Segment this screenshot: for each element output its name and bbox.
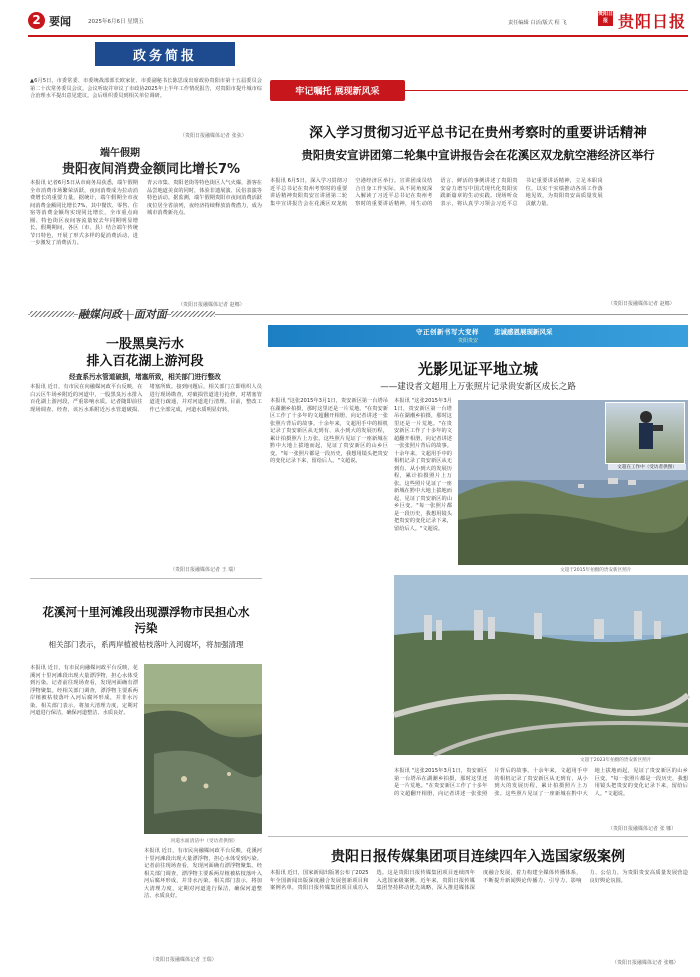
pollution-body: 本报讯 近日，有市民在向融媒问政平台反映，在白云区牛场乡附近的河道中，一股黑臭污水排入百花湖上游河段，严重影响水质。记者随即前往现场调查。经查，该污水系附近污水管道破损、堵塞所致。接到问题后，相关部门立即组织人员进行现场勘查，对破损管道进行抢修，对堵塞管道进行疏通，并对河道进行清理。目前，整改工作已全部完成，河道水质明显好转。 [30, 384, 262, 413]
photo-story-body-bottom: 本报讯 "这张2015年3月1日，贵安新区第一台塔吊在湖潮乡拍摄，那时这里还是一片荒地。"在贵安新区工作了十多年的文超翻开相册，向记者讲述一张张照片背后的故事。十余年来，文超用手中的相机记录了贵安新区从无到有、从小到大的发展历程，累计拍摄照片上万张。这些照片见证了一座新城在黔中大地上拔地而起，见证了贵安新区的山乡巨变。"每一张照片都是一段历史，我想用镜头把贵安的变化记录下来，留给后人。"文超说。 [394, 768, 688, 797]
pollution-source: （贵阳日报融媒体记者 王 瑞） [170, 567, 239, 573]
brief-body: ▲6月5日，市委常委、市委统战部部长欧家征、市委副秘书长陈思成出席政协贵阳市第十五届委员会第二十次常务委员会议。会议听取并审议了市政协2025年上半年工作情况报告，对贵阳市提升城市综合治理水平提出意见建议。会后组织委员到相关单位调研。 [30, 78, 262, 99]
pollution-title-1: 一股黑臭污水 [105, 337, 184, 352]
column-label-right: 面对面 [133, 308, 167, 321]
section-rule [30, 578, 262, 579]
masthead-seal: 贵阳日报 [598, 11, 614, 24]
bottom-title: 贵阳日报传媒集团项目连续四年入选国家级案例 [331, 849, 625, 865]
editor-credits: 责任编辑 白活/版式 程 飞 [508, 20, 567, 26]
photo-story-subtitle: ——建设者文超用上万张照片记录贵安新区成长之路 [380, 382, 576, 392]
photographer-figure [606, 403, 684, 463]
pollution-subtitle: 经查系污水管道破损，堵塞所致，相关部门进行整改 [69, 373, 221, 381]
huaxi-river-illustration [144, 664, 262, 834]
page-number-badge: 2 [28, 12, 45, 29]
huaxi-photo-caption: 河道水面清洁中（受访者供图） [170, 839, 238, 844]
column-label-left: 融媒问政 [78, 308, 122, 321]
brief-banner-title: 政务简报 [132, 48, 197, 64]
photo-2023-caption: 文超于2023年拍摄的贵安新区照片 [580, 758, 652, 763]
huaxi-body: 本报讯 近日，有市民向融媒问政平台反映，花溪河十里河滩段出现大量漂浮物，担心水体受到污染。记者前往现场查看，发现河面确有漂浮物聚集。经相关部门调查，漂浮物主要系两岸植被枯枝落叶入河后腐坏形成，并非水污染。相关部门表示，将加大清理力度，定期对河道进行保洁，确保河道整洁、水质良好。 [30, 665, 138, 716]
photo-portrait [605, 402, 685, 464]
bottom-source: （贵阳日报融媒体记者 张娜） [612, 960, 679, 966]
photo-story-body-mid: 本报讯 "这张2015年3月1日，贵安新区第一台塔吊在湖潮乡拍摄，那时这里还是一片荒地。"在贵安新区工作了十多年的文超翻开相册，向记者讲述一张张照片背后的故事。十余年来，文超用手中的相机记录了贵安新区从无到有、从小到大的发展历程，累计拍摄照片上万张。这些照片见证了一座新城在黔中大地上拔地而起，见证了贵安新区的山乡巨变。"每一张照片都是一段历史，我想用镜头把贵安的变化记录下来，留给后人。"文超说。 [394, 398, 452, 532]
huaxi-source: （贵阳日报融媒体记者 王瑞） [150, 957, 217, 963]
issue-date: 2025年6月6日 星期五 [88, 19, 144, 25]
duanwu-title: 贵阳夜间消费金额同比增长7% [62, 162, 241, 177]
feature-ribbon-rule [405, 90, 688, 91]
duanwu-source: （贵阳日报融媒体记者 赵娜） [178, 302, 245, 308]
column-divider: | [126, 307, 130, 321]
bottom-body: 本报讯 近日，国家新闻出版署公布了2025年全国新闻出版深度融合发展创新项目和案例名单，贵阳日报传媒集团项目成功入选。这是贵阳日报传媒集团项目连续四年入选国家级案例。近年来，贵阳日报传媒集团坚持移动优先战略，深入推进媒体深度融合发展，着力构建全媒体传播体系，不断提升新闻舆论传播力、引导力、影响力、公信力，为贵阳贵安高质量发展营造良好舆论氛围。 [270, 870, 688, 891]
feature-headline-1: 深入学习贯彻习近平总书记在贵州考察时的重要讲话精神 [309, 125, 647, 141]
column-ornament-left [30, 311, 74, 317]
duanwu-body-left: 本报讯 记者6月5日从市商务局获悉，端午假期全市消费市场繁荣活跃，夜间消费成为拉动消费增长的重要力量。据统计，端午假期全市夜间消费金额同比增长7%，其中餐饮、零售、住宿等消费金额均实现同比增长，全市重点商圈、特色街区夜间客流量较去年同期明显增长。假期期间，各区（市、县）结合端午传统节日特色，开展了形式多样的促消费活动，进一步激发了消费活力。 [30, 180, 138, 246]
section-label: 要闻 [49, 15, 71, 28]
feature-ribbon-text: 牢记嘱托 展现新风采 [295, 87, 380, 97]
brief-source: （贵阳日报融媒体记者 张弦） [180, 133, 247, 139]
feature-body: 本报讯 6月5日，深入学习贯彻习近平总书记在贵州考察时的重要讲话精神贵阳贵安宣讲团第二轮集中宣讲报告会在花溪区双龙航空港经济区举行。宣讲团成员结合自身工作实际，从不同角度深入解读了习近平总书记在贵州考察时的重要讲话精神，用生动的语言、鲜活的事例讲述了贵阳贵安奋力谱写中国式现代化贵阳实践新篇章的生动实践。现场听众表示，将认真学习领会习近平总书记重要讲话精神，立足本职岗位，以实干实绩推动各项工作落地见效，为贵阳贵安高质量发展贡献力量。 [270, 178, 603, 207]
bottom-rule [268, 836, 688, 837]
feature-headline-2: 贵阳贵安宣讲团第二轮集中宣讲报告会在花溪区双龙航空港经济区举行 [301, 148, 655, 162]
feature-ribbon [270, 80, 405, 101]
photo-story-banner [268, 325, 688, 347]
header-divider [28, 35, 688, 37]
photo-portrait-caption: 文超在工作中（受访者供图） [608, 464, 686, 470]
photo-story-banner-tag: 贵阳贵安 [458, 338, 479, 344]
huaxi-photo [144, 664, 262, 834]
photo-2023-cityscape [394, 575, 688, 755]
photo-story-title: 光影见证平地立城 [417, 360, 538, 378]
duanwu-kicker: 端午假期 [100, 148, 140, 159]
photo-story-banner-line2: 忠诚感恩展现新风采 [494, 328, 553, 336]
brief-banner [95, 42, 235, 66]
duanwu-body-right: 青云市集、贵阳老街等特色街区人气火爆，游客在品尝地道美食的同时，体验非遗展演、民俗表演等特色活动。据监测，端午假期贵阳市夜间消费活跃度位居全省前列，夜经济持续释放消费潜力，成为城市消费新亮点。 [147, 180, 262, 216]
huaxi-title: 花溪河十里河滩段出现漂浮物市民担心水污染 [42, 605, 250, 635]
masthead: 贵阳日报 [618, 12, 687, 31]
huaxi-body-right: 本报讯 近日，有市民向融媒问政平台反映，花溪河十里河滩段出现大量漂浮物，担心水体受到污染。记者前往现场查看，发现河面确有漂浮物聚集。经相关部门调查，漂浮物主要系两岸植被枯枝落叶入河后腐坏形成，并非水污染。相关部门表示，将加大清理力度，定期对河道进行保洁，确保河道整洁、水质良好。 [144, 848, 262, 899]
photo-story-source: （贵阳日报融媒体记者 张 娜） [608, 826, 677, 832]
page-header [28, 8, 688, 34]
photo-2015-caption: 文超于2015年拍摄的贵安新区照片 [560, 568, 632, 573]
photo-story-body-left: 本报讯 "这张2015年3月1日，贵安新区第一台塔吊在湖潮乡拍摄，那时这里还是一片荒地。"在贵安新区工作了十多年的文超翻开相册，向记者讲述一张张照片背后的故事。十余年来，文超用手中的相机记录了贵安新区从无到有、从小到大的发展历程，累计拍摄照片上万张。这些照片见证了一座新城在黔中大地上拔地而起，见证了贵安新区的山乡巨变。"每一张照片都是一段历史，我想用镜头把贵安的变化记录下来，留给后人。"文超说。 [270, 398, 388, 464]
column-ornament-right [171, 311, 215, 317]
photo-2023 [394, 575, 688, 755]
photo-story-banner-line1: 守正创新书写大变样 [416, 328, 479, 336]
pollution-title-2: 排入百花湖上游河段 [86, 354, 204, 369]
huaxi-subtitle: 相关部门表示，系两岸植被枯枝落叶入河腐坏，将加强清理 [48, 640, 244, 649]
column-header [30, 305, 260, 323]
feature-source: （贵阳日报融媒体记者 赵娜） [608, 301, 675, 307]
